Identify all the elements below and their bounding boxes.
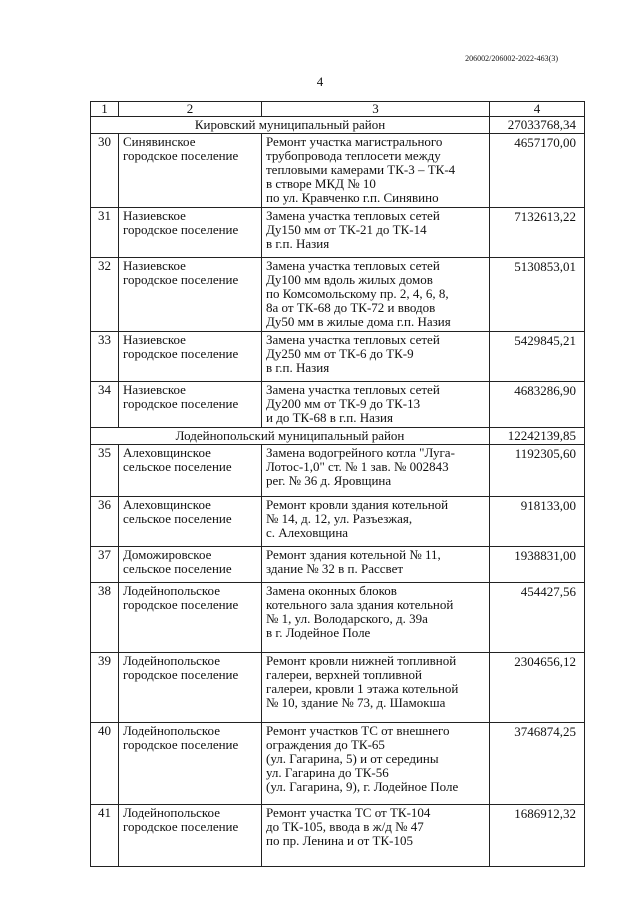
- amount-value: 454427,56: [490, 583, 585, 653]
- settlement-name: Назиевское городское поселение: [119, 258, 262, 332]
- district-total: 12242139,85: [490, 428, 585, 445]
- amount-value: 4657170,00: [490, 134, 585, 208]
- row-number: 36: [91, 497, 119, 547]
- table-row: [91, 208, 585, 258]
- settlement-name: Лодейнопольское городское поселение: [119, 653, 262, 723]
- work-description: Ремонт здания котельной № 11, здание № 32 в п. Рассвет: [262, 547, 490, 583]
- settlement-name: Назиевское городское поселение: [119, 382, 262, 428]
- row-number: 40: [91, 723, 119, 805]
- row-number: 30: [91, 134, 119, 208]
- amount-value: 4683286,90: [490, 382, 585, 428]
- work-description: Ремонт участков ТС от внешнего ограждения до ТК-65 (ул. Гагарина, 5) и от середины ул. Гагарина до ТК-56 (ул. Гагарина, 9), г. Лодейное Поле: [262, 723, 490, 805]
- row-number: 32: [91, 258, 119, 332]
- district-row: [91, 117, 585, 134]
- work-description: Ремонт кровли нижней топливной галереи, верхней топливной галереи, кровли 1 этажа котельной № 10, здание № 73, д. Шамокша: [262, 653, 490, 723]
- row-number: 38: [91, 583, 119, 653]
- amount-value: 7132613,22: [490, 208, 585, 258]
- page-number: 4: [316, 74, 324, 89]
- table-row: [91, 445, 585, 497]
- budget-table: [90, 101, 585, 867]
- table-row: [91, 723, 585, 805]
- district-total: 27033768,34: [490, 117, 585, 134]
- amount-value: 3746874,25: [490, 723, 585, 805]
- row-number: 34: [91, 382, 119, 428]
- column-number-3: 3: [262, 102, 490, 117]
- work-description: Замена участка тепловых сетей Ду200 мм от ТК-9 до ТК-13 и до ТК-68 в г.п. Назия: [262, 382, 490, 428]
- table-row: [91, 258, 585, 332]
- row-number: 31: [91, 208, 119, 258]
- row-number: 39: [91, 653, 119, 723]
- amount-value: 918133,00: [490, 497, 585, 547]
- amount-value: 2304656,12: [490, 653, 585, 723]
- work-description: Ремонт кровли здания котельной № 14, д. 12, ул. Разъезжая, с. Алеховщина: [262, 497, 490, 547]
- column-number-4: 4: [490, 102, 585, 117]
- amount-value: 1938831,00: [490, 547, 585, 583]
- settlement-name: Лодейнопольское городское поселение: [119, 723, 262, 805]
- settlement-name: Синявинское городское поселение: [119, 134, 262, 208]
- settlement-name: Лодейнопольское городское поселение: [119, 805, 262, 867]
- settlement-name: Назиевское городское поселение: [119, 208, 262, 258]
- amount-value: 5429845,21: [490, 332, 585, 382]
- row-number: 35: [91, 445, 119, 497]
- work-description: Замена участка тепловых сетей Ду150 мм от ТК-21 до ТК-14 в г.п. Назия: [262, 208, 490, 258]
- column-number-2: 2: [119, 102, 262, 117]
- row-number: 37: [91, 547, 119, 583]
- table-row: [91, 134, 585, 208]
- work-description: Ремонт участка ТС от ТК-104 до ТК-105, ввода в ж/д № 47 по пр. Ленина и от ТК-105: [262, 805, 490, 867]
- work-description: Замена водогрейного котла "Луга- Лотос-1,0" ст. № 1 зав. № 002843 рег. № 36 д. Яровщина: [262, 445, 490, 497]
- work-description: Замена участка тепловых сетей Ду100 мм вдоль жилых домов по Комсомольскому пр. 2, 4, 6, 8, 8а от ТК-68 до ТК-72 и вводов Ду50 мм в жилые дома г.п. Назия: [262, 258, 490, 332]
- settlement-name: Алеховщинское сельское поселение: [119, 497, 262, 547]
- table-row: [91, 382, 585, 428]
- work-description: Замена оконных блоков котельного зала здания котельной № 1, ул. Володарского, д. 39а в г. Лодейное Поле: [262, 583, 490, 653]
- settlement-name: Доможировское сельское поселение: [119, 547, 262, 583]
- amount-value: 5130853,01: [490, 258, 585, 332]
- work-description: Замена участка тепловых сетей Ду250 мм от ТК-6 до ТК-9 в г.п. Назия: [262, 332, 490, 382]
- row-number: 41: [91, 805, 119, 867]
- district-row: [91, 428, 585, 445]
- table-row: [91, 805, 585, 867]
- row-number: 33: [91, 332, 119, 382]
- settlement-name: Лодейнопольское городское поселение: [119, 583, 262, 653]
- column-number-1: 1: [91, 102, 119, 117]
- table-row: [91, 497, 585, 547]
- district-name: Лодейнопольский муниципальный район: [91, 428, 490, 445]
- district-name: Кировский муниципальный район: [91, 117, 490, 134]
- table-row: [91, 583, 585, 653]
- table-row: [91, 332, 585, 382]
- amount-value: 1686912,32: [490, 805, 585, 867]
- document-code: 206002/206002-2022-463(3): [465, 54, 558, 63]
- column-number-row: [91, 102, 585, 117]
- work-description: Ремонт участка магистрального трубопровода теплосети между тепловыми камерами ТК-3 – ТК-4 в створе МКД № 10 по ул. Кравченко г.п. Синявино: [262, 134, 490, 208]
- settlement-name: Назиевское городское поселение: [119, 332, 262, 382]
- table-row: [91, 653, 585, 723]
- amount-value: 1192305,60: [490, 445, 585, 497]
- table-row: [91, 547, 585, 583]
- settlement-name: Алеховщинское сельское поселение: [119, 445, 262, 497]
